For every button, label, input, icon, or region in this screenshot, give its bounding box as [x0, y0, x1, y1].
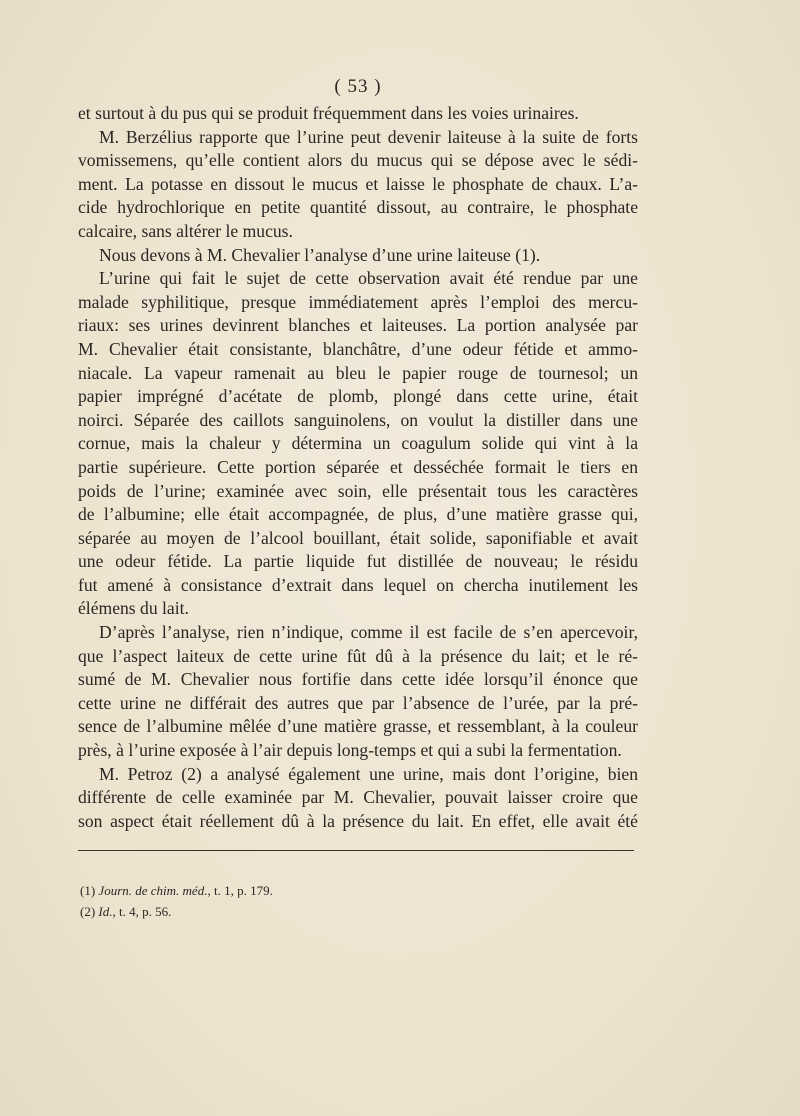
- text-line: près, à l’urine exposée à l’air depuis long-temps et qui a subi la fermentation.: [78, 740, 622, 761]
- footnote: [80, 880, 600, 901]
- text-line: ment. La potasse en dissout le mucus et laisse le phosphate de chaux. L’a-: [78, 173, 638, 194]
- body-text: [78, 102, 638, 833]
- text-line: niacale. La vapeur ramenait au bleu le papier rouge de tournesol; un: [78, 362, 638, 383]
- footnote-rule: [78, 850, 634, 851]
- text-line: vomissemens, qu’elle contient alors du mucus qui se dépose avec le sédi-: [78, 150, 638, 171]
- footnote-reference: , t. 1, p. 179.: [207, 883, 273, 898]
- footnote-source: Journ. de chim. méd.: [98, 883, 208, 898]
- text-line: et surtout à du pus qui se produit fréquemment dans les voies urinaires.: [78, 103, 579, 123]
- text-line: cette urine ne différait des autres que par l’absence de l’urée, par la pré-: [78, 692, 638, 713]
- text-line: papier imprégné d’acétate de plomb, plongé dans cette urine, était: [78, 386, 638, 407]
- text-line: poids de l’urine; examinée avec soin, elle présentait tous les caractères: [78, 480, 638, 501]
- text-line: partie supérieure. Cette portion séparée et desséchée formait le tiers en: [78, 456, 638, 477]
- text-line: M. Berzélius rapporte que l’urine peut devenir laiteuse à la suite de forts: [99, 126, 638, 147]
- text-line: fut amené à consistance d’extrait dans lequel on chercha inutilement les: [78, 574, 638, 595]
- text-line: calcaire, sans altérer le mucus.: [78, 220, 293, 241]
- text-line: son aspect était réellement dû à la présence du lait. En effet, elle avait été: [78, 810, 638, 831]
- text-line: malade syphilitique, presque immédiatement après l’emploi des mercu-: [78, 291, 638, 312]
- text-line: sumé de M. Chevalier nous fortifie dans cette idée lorsqu’il énonce que: [78, 669, 638, 690]
- footnote: [80, 901, 600, 922]
- text-line: de l’albumine; elle était accompagnée, de plus, d’une matière grasse qui,: [78, 504, 638, 525]
- text-line: L’urine qui fait le sujet de cette observation avait été rendue par une: [99, 268, 638, 289]
- text-line: M. Petroz (2) a analysé également une urine, mais dont l’origine, bien: [99, 763, 638, 784]
- footnotes: [80, 880, 600, 922]
- footnote-marker: (2): [80, 904, 96, 919]
- text-line: Nous devons à M. Chevalier l’analyse d’une urine laiteuse (1).: [99, 244, 541, 265]
- text-line: séparée au moyen de l’alcool bouillant, était solide, saponifiable et avait: [78, 527, 638, 548]
- footnote-source: Id.: [98, 904, 113, 919]
- text-line: que l’aspect laiteux de cette urine fût dû à la présence du lait; et le ré-: [78, 645, 638, 666]
- text-line: riaux: ses urines devinrent blanches et laiteuses. La portion analysée par: [78, 315, 638, 336]
- footnote-marker: (1): [80, 883, 96, 898]
- text-line: une odeur fétide. La partie liquide fut distillée de nouveau; le résidu: [78, 551, 638, 572]
- text-line: cornue, mais la chaleur y détermina un coagulum solide qui vint à la: [78, 433, 638, 454]
- text-line: cide hydrochlorique en petite quantité dissout, au contraire, le phosphate: [78, 197, 638, 218]
- page-number: ( 53 ): [334, 76, 382, 97]
- text-line: M. Chevalier était consistante, blanchâtre, d’une odeur fétide et ammo-: [78, 338, 638, 359]
- footnote-reference: , t. 4, p. 56.: [112, 904, 172, 919]
- text-line: D’après l’analyse, rien n’indique, comme il est facile de s’en apercevoir,: [99, 622, 638, 643]
- text-line: noirci. Séparée des caillots sanguinolens, on voulut la distiller dans une: [78, 409, 638, 430]
- text-line: élémens du lait.: [78, 598, 189, 619]
- text-line: sence de l’albumine mêlée d’une matière grasse, et ressemblant, à la couleur: [78, 716, 638, 737]
- text-line: différente de celle examinée par M. Chevalier, pouvait laisser croire que: [78, 787, 638, 808]
